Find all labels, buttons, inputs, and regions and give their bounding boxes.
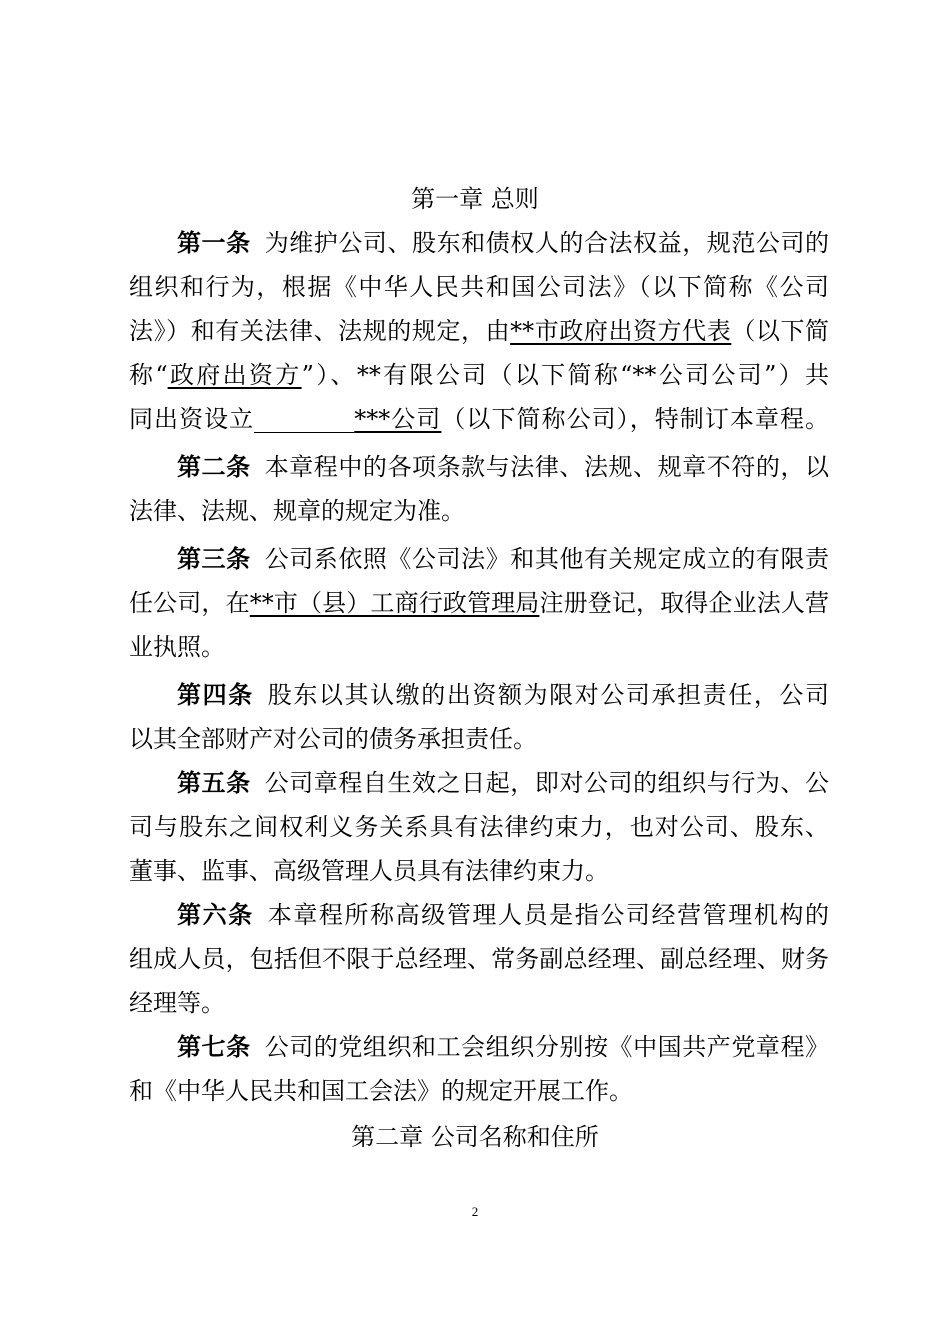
underlined-registration-authority: **市（县）工商行政管理局 (249, 589, 540, 617)
article-4-line-1: 第四条 股东以其认缴的出资额为限对公司承担责任，公司 (177, 680, 829, 709)
article-3-line-3: 业执照。 (129, 633, 225, 661)
article-7-line-2: 和《中华人民共和国工会法》的规定开展工作。 (129, 1077, 633, 1105)
article-2-line-1: 第二条 本章程中的各项条款与法律、法规、规章不符的，以 (177, 452, 830, 481)
article-3-line-1: 第三条 公司系依照《公司法》和其他有关规定成立的有限责 (177, 544, 830, 573)
article-5-line-3: 董事、监事、高级管理人员具有法律约束力。 (129, 857, 609, 885)
underlined-government-rep: **市政府出资方代表 (510, 317, 732, 345)
underlined-government-investor: 政府出资方 (167, 361, 302, 389)
article-5-line-1: 第五条 公司章程自生效之日起，即对公司的组织与行为、公 (177, 768, 830, 797)
article-3-label: 第三条 (177, 544, 251, 573)
article-6-line-1: 第六条 本章程所称高级管理人员是指公司经营管理机构的 (177, 900, 829, 929)
article-5-label: 第五条 (177, 768, 251, 797)
article-7-line-1: 第七条 公司的党组织和工会组织分别按《中国共产党章程》 (177, 1032, 830, 1061)
article-6-line-3: 经理等。 (129, 989, 225, 1017)
article-6-label: 第六条 (177, 900, 254, 929)
article-1-label: 第一条 (177, 228, 251, 257)
article-1-line-4: 称“政府出资方”）、**有限公司（以下简称“**公司公司”）共 (129, 361, 829, 389)
page-number: 2 (471, 1204, 479, 1219)
article-1-line-2: 组织和行为，根据《中华人民共和国公司法》（以下简称《公司 (129, 273, 829, 301)
chapter-2-title: 第二章 公司名称和住所 (351, 1123, 599, 1151)
article-2-line-2: 法律、法规、规章的规定为准。 (129, 497, 465, 525)
fill-in-blank (254, 404, 354, 433)
article-1-line-3: 法》）和有关法律、法规的规定，由**市政府出资方代表（以下简 (129, 317, 830, 345)
article-7-label: 第七条 (177, 1032, 251, 1061)
chapter-1-title: 第一章 总则 (411, 185, 539, 213)
article-4-label: 第四条 (177, 680, 254, 709)
article-1-line-5: 同出资设立 ***公司（以下简称公司），特制订本章程。 (129, 405, 830, 433)
article-5-line-2: 司与股东之间权利义务关系具有法律约束力，也对公司、股东、 (129, 813, 829, 841)
article-2-label: 第二条 (177, 452, 251, 481)
article-6-line-2: 组成人员，包括但不限于总经理、常务副总经理、副总经理、财务 (129, 945, 829, 973)
article-4-line-2: 以其全部财产对公司的债务承担责任。 (129, 725, 537, 753)
article-3-line-2: 任公司，在**市（县）工商行政管理局注册登记，取得企业法人营 (129, 589, 830, 617)
underlined-company-name: ***公司 (354, 405, 442, 433)
article-1-line-1: 第一条 为维护公司、股东和债权人的合法权益，规范公司的 (177, 228, 830, 257)
